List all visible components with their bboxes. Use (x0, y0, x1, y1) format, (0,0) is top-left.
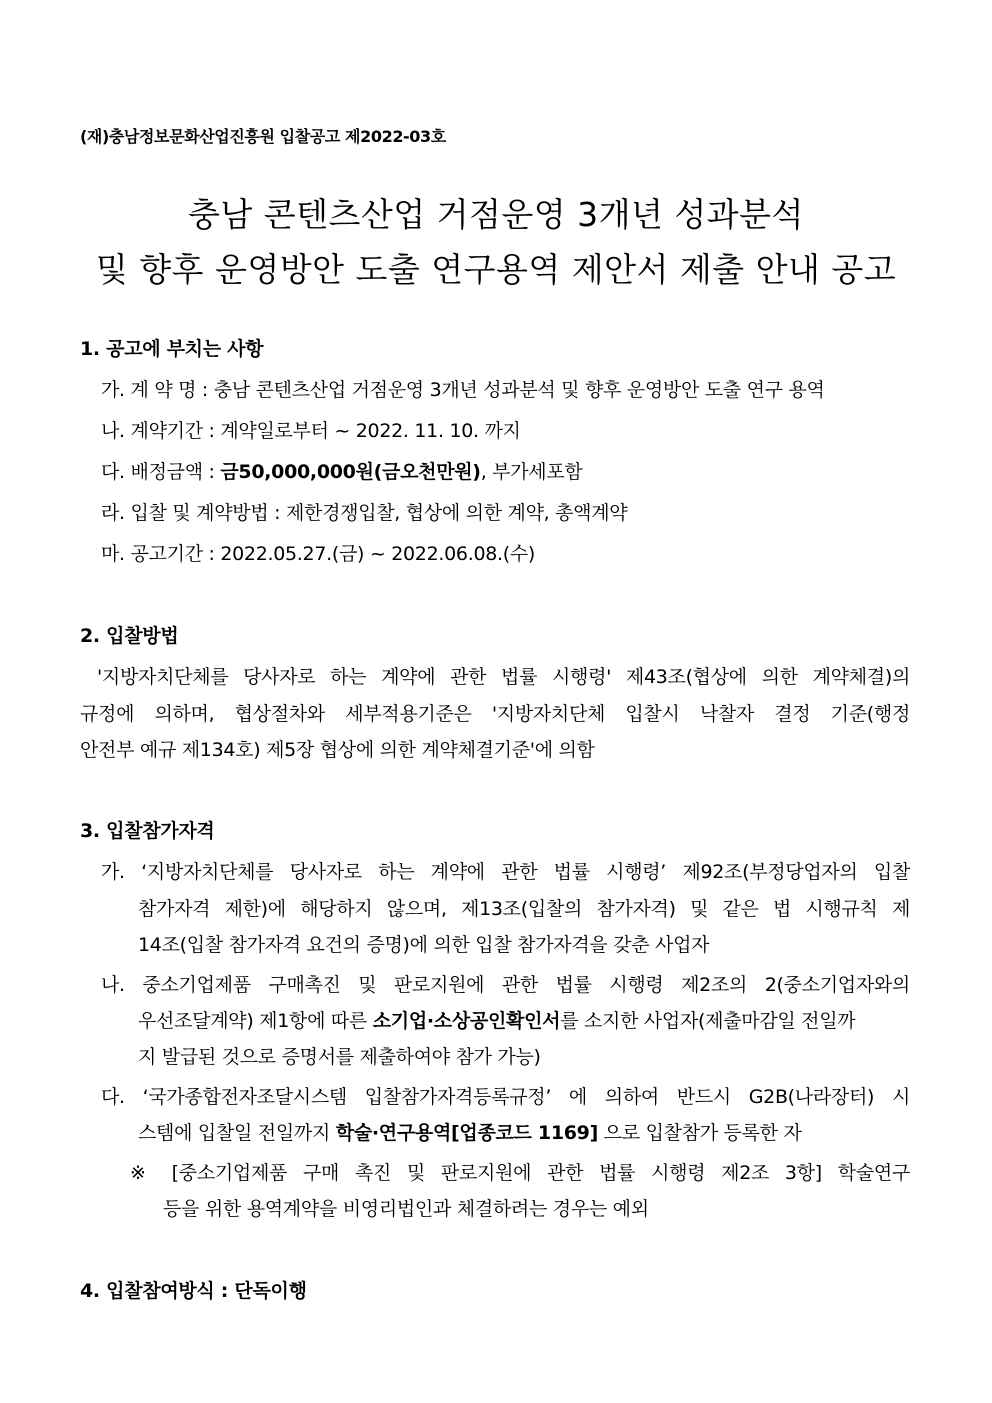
qualification-c-post: 으로 입찰참가 등록한 자 (598, 1122, 802, 1144)
qualification-a-line-3: 14조(입찰 참가자격 요건의 증명)에 의한 입찰 참가자격을 갖춘 사업자 (138, 934, 710, 956)
budget-value: 금50,000,000원(금오천만원) (220, 461, 481, 483)
small-business-certificate: 소기업·소상공인확인서 (372, 1010, 561, 1032)
qualification-b-post: 를 소지한 사업자(제출마감일 전일까 (560, 1010, 856, 1032)
qualification-b-pre: 우선조달계약) 제1항에 따른 (138, 1010, 373, 1032)
section-4-heading: 4. 입찰참여방식 : 단독이행 (80, 1280, 307, 1302)
notice-period: 마. 공고기간 : 2022.05.27.(금) ~ 2022.06.08.(수) (101, 543, 536, 565)
bid-method: 라. 입찰 및 계약방법 : 제한경쟁입찰, 협상에 의한 계약, 총액계약 (101, 502, 628, 524)
industry-code: 학술·연구용역[업종코드 1169] (335, 1122, 598, 1144)
qualification-c-line-2 (138, 1120, 802, 1146)
qualification-b-line-2 (138, 1008, 855, 1034)
exception-note-line-1: ※ [중소기업제품 구매 촉진 및 판로지원에 관한 법률 시행령 제2조 3항] 학술연구 (130, 1162, 910, 1184)
qualification-a-line-2: 참가자격 제한)에 해당하지 않으며, 제13조(입찰의 참가자격) 및 같은 법 시행규칙 제 (138, 898, 910, 920)
section-2-line-2: 규정에 의하며, 협상절차와 세부적용기준은 '지방자치단체 입찰시 낙찰자 결정 기준(행정 (80, 703, 910, 725)
qualification-c-line-1: 다. ‘국가종합전자조달시스템 입찰참가자격등록규정’ 에 의하여 반드시 G2B(나라장터) 시 (101, 1086, 910, 1108)
contract-period: 나. 계약기간 : 계약일로부터 ~ 2022. 11. 10. 까지 (101, 420, 521, 442)
section-3-heading: 3. 입찰참가자격 (80, 820, 215, 842)
section-2-heading: 2. 입찰방법 (80, 625, 179, 647)
contract-name: 가. 계 약 명 : 충남 콘텐츠산업 거점운영 3개년 성과분석 및 향후 운영방안 도출 연구 용역 (101, 379, 825, 401)
budget-prefix: 다. 배정금액 : (101, 461, 221, 483)
qualification-c-pre: 스템에 입찰일 전일까지 (138, 1122, 336, 1144)
notice-number: (재)충남정보문화산업진흥원 입찰공고 제2022-03호 (80, 127, 446, 146)
section-2-line-1: '지방자치단체를 당사자로 하는 계약에 관한 법률 시행령' 제43조(협상에 의한 계약체결)의 (97, 666, 910, 688)
section-1-heading: 1. 공고에 부치는 사항 (80, 338, 264, 360)
budget-suffix: , 부가세포함 (480, 461, 583, 483)
section-2-line-3: 안전부 예규 제134호) 제5장 협상에 의한 계약체결기준'에 의함 (80, 739, 595, 761)
exception-note-line-2: 등을 위한 용역계약을 비영리법인과 체결하려는 경우는 예외 (163, 1198, 649, 1220)
title-line-1: 충남 콘텐츠산업 거점운영 3개년 성과분석 (188, 195, 804, 234)
qualification-b-line-1: 나. 중소기업제품 구매촉진 및 판로지원에 관한 법률 시행령 제2조의 2(중소기업자와의 (101, 974, 910, 996)
qualification-a-line-1: 가. ‘지방자치단체를 당사자로 하는 계약에 관한 법률 시행령’ 제92조(부정당업자의 입찰 (101, 861, 910, 883)
qualification-b-line-3: 지 발급된 것으로 증명서를 제출하여야 참가 가능) (138, 1046, 541, 1068)
budget-amount (101, 459, 582, 485)
title-line-2: 및 향후 운영방안 도출 연구용역 제안서 제출 안내 공고 (95, 250, 897, 289)
